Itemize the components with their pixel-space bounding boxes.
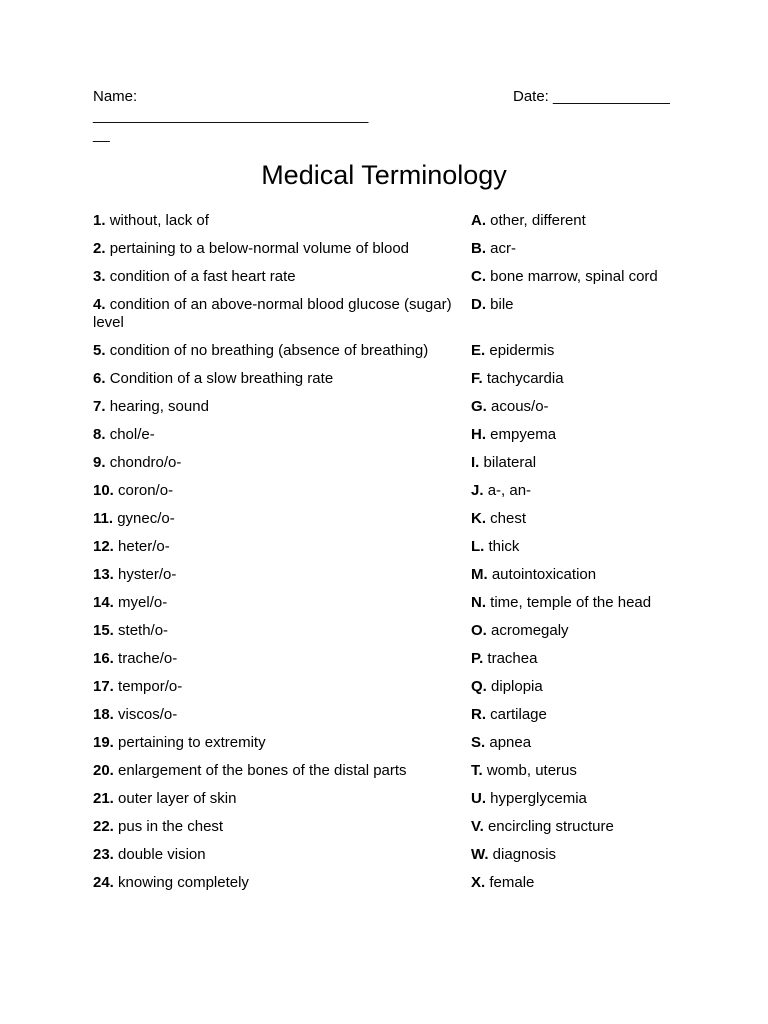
term-number: 18. [93, 706, 114, 723]
term-item [93, 846, 471, 864]
term-number: 3. [93, 268, 106, 285]
answer-item [471, 734, 681, 752]
matching-row [93, 509, 693, 537]
term-text: knowing completely [118, 874, 249, 891]
term-text: steth/o- [118, 622, 169, 639]
answer-letter: K. [471, 510, 486, 527]
answer-letter: E. [471, 342, 486, 359]
answer-text: cartilage [490, 706, 547, 723]
answer-text: thick [488, 538, 520, 555]
answer-item [471, 650, 681, 668]
answer-item [471, 510, 681, 528]
term-item [93, 706, 471, 724]
term-text: pus in the chest [118, 818, 224, 835]
term-text: condition of no breathing (absence of breathing) [109, 342, 429, 359]
matching-row [93, 369, 693, 397]
term-text: double vision [118, 846, 206, 863]
term-item [93, 370, 471, 388]
answer-letter: L. [471, 538, 485, 555]
matching-row [93, 341, 693, 369]
answer-text: a-, an- [487, 482, 532, 499]
answer-text: other, different [490, 212, 586, 229]
term-number: 9. [93, 454, 106, 471]
answer-item [471, 370, 681, 388]
term-number: 16. [93, 650, 114, 667]
term-number: 1. [93, 212, 106, 229]
matching-row [93, 789, 693, 817]
answer-text: bone marrow, spinal cord [490, 268, 658, 285]
answer-item [471, 268, 681, 286]
answer-letter: P. [471, 650, 484, 667]
answer-letter: B. [471, 240, 486, 257]
matching-row [93, 761, 693, 789]
answer-text: epidermis [489, 342, 555, 359]
answer-letter: N. [471, 594, 486, 611]
term-item [93, 650, 471, 668]
matching-row [93, 565, 693, 593]
matching-row [93, 453, 693, 481]
term-text: condition of a fast heart rate [109, 268, 296, 285]
answer-item [471, 296, 681, 314]
date-blank-line: ______________ [553, 88, 670, 105]
answer-letter: C. [471, 268, 486, 285]
answer-item [471, 482, 681, 500]
term-text: pertaining to a below-normal volume of blood [109, 240, 410, 257]
answer-letter: I. [471, 454, 480, 471]
matching-row [93, 873, 693, 901]
answer-item [471, 426, 681, 444]
answer-letter: S. [471, 734, 486, 751]
matching-list [93, 211, 693, 901]
term-number: 21. [93, 790, 114, 807]
answer-text: trachea [487, 650, 538, 667]
answer-text: acr- [490, 240, 517, 257]
matching-row [93, 705, 693, 733]
matching-row [93, 537, 693, 565]
answer-text: diagnosis [492, 846, 557, 863]
answer-letter: R. [471, 706, 486, 723]
answer-letter: M. [471, 566, 488, 583]
term-text: heter/o- [118, 538, 170, 555]
term-text: condition of an above-normal blood glucose (sugar) level [93, 296, 452, 331]
page-title: Medical Terminology [261, 160, 507, 190]
name-label: Name: [93, 88, 138, 105]
term-text: without, lack of [109, 212, 209, 229]
term-item [93, 240, 471, 258]
answer-text: encircling structure [487, 818, 614, 835]
answer-letter: G. [471, 398, 487, 415]
term-item [93, 268, 471, 286]
answer-item [471, 538, 681, 556]
term-number: 6. [93, 370, 106, 387]
name-blank-line: _________________________________ [93, 107, 369, 124]
term-number: 12. [93, 538, 114, 555]
term-number: 2. [93, 240, 106, 257]
answer-text: empyema [490, 426, 557, 443]
answer-item [471, 454, 681, 472]
answer-letter: U. [471, 790, 486, 807]
answer-text: autointoxication [491, 566, 597, 583]
term-number: 4. [93, 296, 106, 313]
term-text: outer layer of skin [118, 790, 237, 807]
matching-row [93, 593, 693, 621]
answer-text: female [489, 874, 535, 891]
term-item [93, 296, 471, 332]
term-number: 14. [93, 594, 114, 611]
name-field [93, 87, 393, 144]
term-number: 10. [93, 482, 114, 499]
matching-row [93, 481, 693, 509]
term-item [93, 342, 471, 360]
answer-letter: Q. [471, 678, 487, 695]
date-field [513, 87, 670, 106]
term-number: 11. [93, 510, 114, 527]
term-number: 13. [93, 566, 114, 583]
term-number: 17. [93, 678, 114, 695]
term-number: 24. [93, 874, 114, 891]
matching-row [93, 211, 693, 239]
answer-text: bilateral [483, 454, 537, 471]
term-item [93, 762, 471, 780]
answer-item [471, 706, 681, 724]
term-item [93, 818, 471, 836]
term-item [93, 678, 471, 696]
date-label: Date: [513, 88, 549, 105]
answer-text: diplopia [491, 678, 543, 695]
answer-letter: D. [471, 296, 486, 313]
term-item [93, 622, 471, 640]
name-blank-line-tail: __ [93, 126, 110, 143]
term-text: myel/o- [118, 594, 168, 611]
answer-letter: X. [471, 874, 486, 891]
answer-item [471, 398, 681, 416]
answer-letter: H. [471, 426, 486, 443]
answer-item [471, 818, 681, 836]
answer-letter: O. [471, 622, 487, 639]
term-text: Condition of a slow breathing rate [109, 370, 334, 387]
term-number: 7. [93, 398, 106, 415]
term-text: enlargement of the bones of the distal parts [118, 762, 407, 779]
answer-letter: W. [471, 846, 489, 863]
term-number: 5. [93, 342, 106, 359]
answer-item [471, 790, 681, 808]
term-item [93, 538, 471, 556]
term-text: gynec/o- [117, 510, 175, 527]
answer-item [471, 566, 681, 584]
term-text: chondro/o- [109, 454, 182, 471]
answer-text: time, temple of the head [490, 594, 652, 611]
term-item [93, 874, 471, 892]
answer-item [471, 678, 681, 696]
term-item [93, 566, 471, 584]
answer-text: tachycardia [486, 370, 564, 387]
term-text: viscos/o- [118, 706, 178, 723]
answer-item [471, 622, 681, 640]
answer-item [471, 594, 681, 612]
term-number: 19. [93, 734, 114, 751]
term-item [93, 790, 471, 808]
answer-letter: T. [471, 762, 483, 779]
answer-item [471, 240, 681, 258]
answer-item [471, 874, 681, 892]
term-item [93, 426, 471, 444]
answer-letter: V. [471, 818, 484, 835]
term-number: 23. [93, 846, 114, 863]
answer-letter: J. [471, 482, 484, 499]
term-item [93, 734, 471, 752]
answer-text: acous/o- [491, 398, 549, 415]
matching-row [93, 733, 693, 761]
answer-letter: A. [471, 212, 486, 229]
answer-text: chest [490, 510, 527, 527]
term-text: hearing, sound [109, 398, 209, 415]
term-text: hyster/o- [118, 566, 177, 583]
answer-text: bile [490, 296, 514, 313]
term-number: 20. [93, 762, 114, 779]
term-item [93, 398, 471, 416]
term-item [93, 482, 471, 500]
term-text: trache/o- [118, 650, 178, 667]
term-item [93, 510, 471, 528]
answer-text: apnea [489, 734, 532, 751]
term-number: 15. [93, 622, 114, 639]
matching-row [93, 239, 693, 267]
matching-row [93, 621, 693, 649]
matching-row [93, 397, 693, 425]
term-text: coron/o- [118, 482, 174, 499]
matching-row [93, 295, 693, 341]
matching-row [93, 817, 693, 845]
term-item [93, 212, 471, 230]
answer-text: acromegaly [491, 622, 569, 639]
term-text: chol/e- [109, 426, 155, 443]
answer-text: womb, uterus [486, 762, 577, 779]
term-item [93, 454, 471, 472]
term-number: 8. [93, 426, 106, 443]
answer-item [471, 342, 681, 360]
term-text: tempor/o- [118, 678, 183, 695]
matching-row [93, 649, 693, 677]
answer-text: hyperglycemia [490, 790, 587, 807]
answer-item [471, 762, 681, 780]
matching-row [93, 267, 693, 295]
matching-row [93, 845, 693, 873]
term-text: pertaining to extremity [118, 734, 266, 751]
matching-row [93, 425, 693, 453]
answer-item [471, 212, 681, 230]
matching-row [93, 677, 693, 705]
answer-letter: F. [471, 370, 483, 387]
term-item [93, 594, 471, 612]
term-number: 22. [93, 818, 114, 835]
answer-item [471, 846, 681, 864]
